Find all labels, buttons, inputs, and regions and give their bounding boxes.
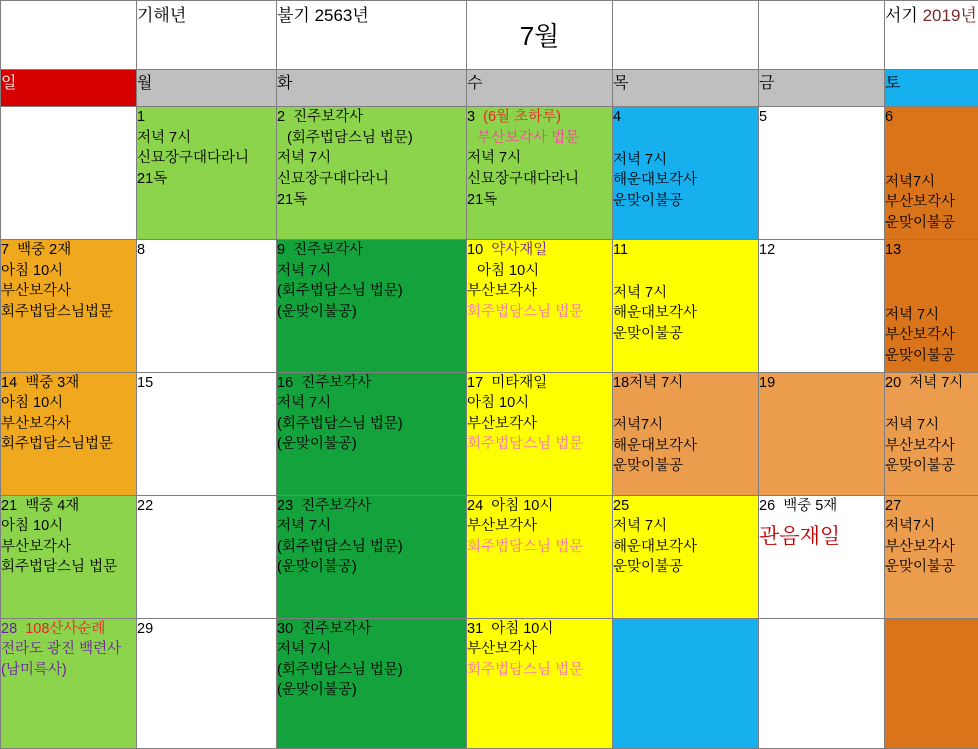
event-line: (운맞이불공) [277,559,357,576]
event-line: 운맞이불공 [613,193,684,210]
seogi-year: 2019년 [922,6,977,25]
event-line: 해운대보각사 [613,172,698,189]
day-number: 10 [467,241,484,258]
day-cell-empty [1,107,137,240]
day-cell-9[interactable] [277,239,467,372]
event-title: 백중 3재 [25,374,80,391]
event-line: 운맞이불공 [885,458,956,475]
event-line: 부산보각사 [1,283,72,300]
day-cell-22[interactable] [137,495,277,618]
title-bulgi: 불기 2563년 [277,1,467,70]
event-line: 회주법담스님 법문 [467,303,584,320]
event-line: (회주법담스님 법문) [277,283,403,300]
day-number: 7 [1,241,10,258]
event-line: 21독 [467,191,498,208]
day-cell-28[interactable] [1,618,137,748]
day-cell-17[interactable] [467,372,613,495]
event-line: 부산보각사 법문 [477,129,580,146]
day-number: 30 [277,620,294,637]
event-line: 전라도 광진 백련사 [1,641,122,658]
day-number: 8 [137,241,146,258]
event-title: 약사재일 [491,241,548,258]
day-cell-29[interactable] [137,618,277,748]
day-cell-7[interactable] [1,239,137,372]
day-number: 24 [467,497,484,514]
event-line: 아침 10시 [477,262,540,279]
day-number: 25 [613,497,630,514]
event-line: (운맞이불공) [277,436,357,453]
day-number: 17 [467,374,484,391]
day-number: 4 [613,109,622,126]
day-cell-empty [885,618,978,748]
title-month: 7월 [467,1,613,70]
day-number: 16 [277,374,294,391]
event-line: 아침 10시 [1,395,64,412]
day-cell-8[interactable] [137,239,277,372]
event-line: 부산보각사 [467,415,538,432]
event-line: 운맞이불공 [885,215,956,232]
day-number: 21 [1,497,18,514]
event-line: 부산보각사 [885,538,956,555]
event-line: 해운대보각사 [613,305,698,322]
event-line: 운맞이불공 [613,559,684,576]
event-title: 진주보각사 [301,374,372,391]
title-seogi [885,1,978,70]
day-number: 12 [759,241,776,258]
event-title: 저녁 7시 [909,374,964,391]
event-title: 저녁 7시 [629,374,684,391]
day-number: 27 [885,497,902,514]
event-line: 운맞이불공 [613,458,684,475]
day-cell-19[interactable] [759,372,885,495]
day-cell-6[interactable] [885,107,978,240]
day-cell-24[interactable] [467,495,613,618]
event-line: 21독 [137,171,168,188]
day-cell-12[interactable] [759,239,885,372]
event-title: 백중 5재 [783,497,838,514]
day-number: 2 [277,109,286,126]
event-title: 진주보각사 [293,241,364,258]
event-line: 저녁 7시 [277,641,332,658]
weekday-fri: 금 [759,69,885,107]
calendar-week-1 [1,107,978,240]
day-cell-21[interactable] [1,495,137,618]
event-highlight: 관음재일 [759,525,841,549]
day-number: 22 [137,497,154,514]
event-title: 108산사순례 [25,620,106,637]
event-line: 저녁 7시 [885,417,940,434]
event-line: 저녁 7시 [277,395,332,412]
day-number: 23 [277,497,294,514]
day-number: 6 [885,109,894,126]
event-line: 해운대보각사 [613,437,698,454]
day-number: 18 [613,374,630,391]
title-blank-thu [613,1,759,70]
event-line: 저녁 7시 [277,518,332,535]
title-blank-sun [1,1,137,70]
event-line: 아침 10시 [1,518,64,535]
day-cell-2[interactable] [277,107,467,240]
day-number: 5 [759,109,768,126]
day-number: 1 [137,109,146,126]
day-number: 20 [885,374,902,391]
weekday-sun: 일 [1,69,137,107]
event-line: 회주법담스님 법문 [467,436,584,453]
day-cell-25[interactable] [613,495,759,618]
day-number: 9 [277,241,286,258]
event-line: 신묘장구대다라니 [137,150,250,167]
event-line: 부산보각사 [885,194,956,211]
calendar-week-2 [1,239,978,372]
weekday-wed: 수 [467,69,613,107]
event-line: (남미륵사) [1,661,67,678]
event-line: 회주법담스님 법문 [1,559,118,576]
day-number: 19 [759,374,776,391]
event-line: 부산보각사 [467,641,538,658]
event-title: 백중 2재 [17,241,72,258]
day-cell-empty [613,618,759,748]
day-number: 14 [1,374,18,391]
event-line: 저녁 7시 [277,262,332,279]
event-line: (회주법담스님 법문) [277,538,403,555]
day-cell-15[interactable] [137,372,277,495]
event-line: 부산보각사 [885,327,956,344]
event-line: 운맞이불공 [885,347,956,364]
event-title: 백중 4재 [25,497,80,514]
weekday-header-row [1,69,978,107]
weekday-mon: 월 [137,69,277,107]
day-number: 11 [613,241,629,258]
event-line: 저녁7시 [885,518,936,535]
event-line: (운맞이불공) [277,303,357,320]
event-title: 진주보각사 [301,620,372,637]
event-line: (회주법담스님 법문) [287,129,413,146]
day-cell-26[interactable] [759,495,885,618]
day-cell-4[interactable] [613,107,759,240]
event-line: 회주법담스님법문 [1,436,114,453]
day-number: 15 [137,374,154,391]
event-line: (회주법담스님 법문) [277,661,403,678]
event-line: 저녁 7시 [613,284,668,301]
event-line: 부산보각사 [1,538,72,555]
day-number: 28 [1,620,18,637]
day-cell-empty [759,618,885,748]
day-cell-27[interactable] [885,495,978,618]
event-line: 저녁 7시 [467,150,522,167]
event-line: 부산보각사 [1,415,72,432]
event-line: 운맞이불공 [613,325,684,342]
day-number: 3 [467,109,476,126]
day-cell-11[interactable] [613,239,759,372]
day-cell-16[interactable] [277,372,467,495]
event-line: (운맞이불공) [277,682,357,699]
event-line: 저녁 7시 [613,151,668,168]
event-title: 아침 10시 [491,497,554,514]
event-line: 부산보각사 [885,437,956,454]
event-line: 신묘장구대다라니 [467,171,580,188]
day-cell-18[interactable] [613,372,759,495]
title-gihaenyeon: 기해년 [137,1,277,70]
day-cell-13[interactable] [885,239,978,372]
event-line: 회주법담스님법문 [1,303,114,320]
event-line: 부산보각사 [467,518,538,535]
event-line: 저녁7시 [613,417,664,434]
day-number: 31 [467,620,484,637]
day-cell-3[interactable] [467,107,613,240]
event-line: 저녁7시 [885,173,936,190]
title-blank-fri [759,1,885,70]
seogi-label: 서기 [885,6,923,25]
day-number: 13 [885,241,902,258]
day-cell-30[interactable] [277,618,467,748]
day-cell-20[interactable] [885,372,978,495]
event-line: (회주법담스님 법문) [277,415,403,432]
event-line: 저녁 7시 [137,129,192,146]
event-line: 해운대보각사 [613,538,698,555]
day-cell-31[interactable] [467,618,613,748]
calendar-week-5 [1,618,978,748]
day-cell-23[interactable] [277,495,467,618]
event-line: 저녁 7시 [277,150,332,167]
day-cell-10[interactable] [467,239,613,372]
event-line: 회주법담스님 법문 [467,661,584,678]
event-title: (6월 초하루) [483,109,561,126]
event-title: 미타재일 [491,374,548,391]
event-title: 진주보각사 [293,109,364,126]
event-line: 21독 [277,191,308,208]
calendar-week-3 [1,372,978,495]
weekday-tue: 화 [277,69,467,107]
day-cell-5[interactable] [759,107,885,240]
day-cell-1[interactable] [137,107,277,240]
event-title: 진주보각사 [301,497,372,514]
event-line: 신묘장구대다라니 [277,171,390,188]
weekday-thu: 목 [613,69,759,107]
event-line: 부산보각사 [467,283,538,300]
day-number: 26 [759,497,776,514]
event-line: 아침 10시 [467,395,530,412]
event-line: 운맞이불공 [885,559,956,576]
calendar-title-row [1,1,978,70]
event-line: 저녁 7시 [613,518,668,535]
event-line: 아침 10시 [1,262,64,279]
calendar-week-4 [1,495,978,618]
event-line: 저녁 7시 [885,306,940,323]
weekday-sat: 토 [885,69,978,107]
event-title: 아침 10시 [491,620,554,637]
event-line: 회주법담스님 법문 [467,538,584,555]
day-cell-14[interactable] [1,372,137,495]
day-number: 29 [137,620,154,637]
